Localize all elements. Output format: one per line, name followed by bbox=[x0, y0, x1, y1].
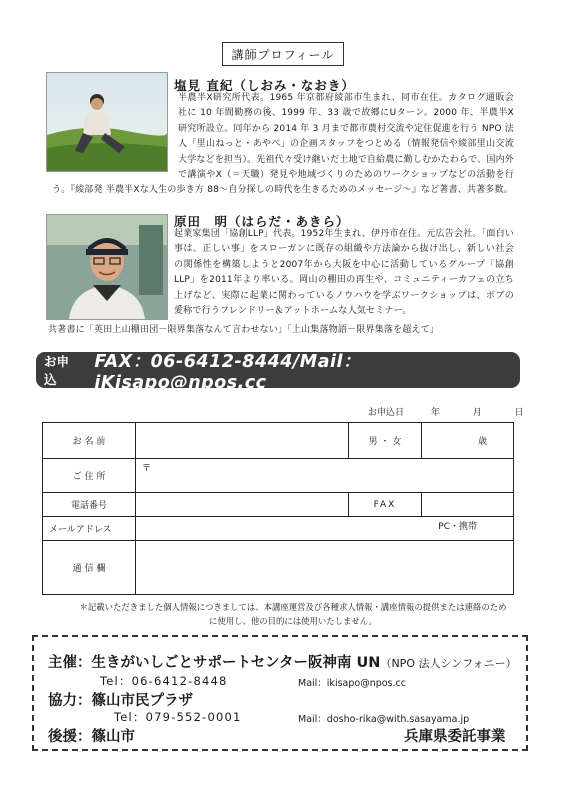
fax-label: FAX bbox=[349, 493, 422, 517]
age-field[interactable] bbox=[422, 423, 514, 459]
lecturer1-bio bbox=[52, 91, 514, 199]
phone-field[interactable] bbox=[136, 493, 349, 517]
coop-label: 協力： bbox=[48, 693, 92, 709]
date-year: 年 bbox=[430, 408, 440, 418]
name-label: お 名 前 bbox=[43, 423, 136, 459]
email-field[interactable] bbox=[136, 517, 514, 541]
support-line bbox=[48, 725, 135, 746]
host-sub: （NPO 法人シンフォニー） bbox=[380, 657, 517, 670]
coop-name: 篠山市民プラザ bbox=[91, 693, 193, 709]
application-label: お申込 bbox=[44, 354, 70, 387]
message-field[interactable] bbox=[136, 541, 514, 595]
privacy-note: ＊記載いただきました個人情報につきましては、本講座運営及び各種求人情報・講座情報の提供または連絡のために使用し、他の目的には使用いたしません。 bbox=[79, 602, 507, 626]
host-mail: Mail：ikisapo@npos.cc bbox=[298, 678, 406, 689]
message-label: 通 信 欄 bbox=[43, 541, 136, 595]
application-date bbox=[368, 405, 524, 418]
coop-line bbox=[48, 689, 193, 710]
email-label: メールアドレス bbox=[43, 517, 136, 541]
profile-title: 講師プロフィール bbox=[222, 42, 344, 66]
gender-select[interactable]: 男 ・ 女 bbox=[349, 423, 422, 459]
lecturer2-photo bbox=[46, 214, 168, 320]
name-field[interactable] bbox=[136, 423, 349, 459]
phone-label: 電話番号 bbox=[43, 493, 136, 517]
address-field[interactable] bbox=[136, 459, 514, 493]
lecturer2-bio: 起業家集団「協創LLP」代表。1952年生まれ、伊丹市在住。元広告会社。「面白い事は、正しい事」をスローガンに既存の組織や方法論から抜け出し、新しい社会の関係性を構築しようと2007年から大阪を中心に活動しているグループ「協創LLP」を2011年より率いる。岡山の棚田の再生や、コミュニティーカフェの立ち上げなど、実際に起業に関わっているノウハウを学ぶワークショップは、ボブの愛称で行うフレンドリー＆アットホームな人気セミナー。 bbox=[174, 229, 514, 317]
application-banner bbox=[36, 351, 520, 393]
date-day: 日 bbox=[514, 408, 524, 418]
support-name: 篠山市 bbox=[91, 729, 135, 745]
pc-mobile-label: PC・携帯 bbox=[438, 522, 477, 532]
postal-mark: 〒 bbox=[142, 464, 152, 474]
date-month: 月 bbox=[472, 408, 482, 418]
lecturer1-bio-text: 半農半X研究所代表。1965 年京都府綾部市生まれ、同市在住。カタログ通販会社に 10 年間勤務の後、1999 年、33 歳で故郷にUターン。2000 年、半農半X研究所設立。同年から 2014 年 3 月まで都市農村交流や定住促進を行う NPO 法人「里山ねっと・あやべ」の企画スタッフをつとめる（情報発信や綾部里山交流大学などを担当）。先祖代々受け継いだ土地で自給農に勤しむかたわらで、国内外で講演やX（＝天職）発見や地域づくりのためのワークショップなどの活動を行う。『綾部発 半農半Xな人生の歩き方 88〜自分探しの時代を生きるためのメッセージ〜』など著書、共著多数。 bbox=[52, 93, 514, 196]
host-tel: Tel：06-6412-8448 bbox=[100, 674, 228, 688]
lecturer1-name: 塩見 直紀（しおみ・なおき） bbox=[174, 78, 355, 93]
support-label: 後援： bbox=[48, 729, 92, 745]
lecturer2-coauthor: 共著書に「英田上山棚田団－限界集落なんて言わせない」「上山集落物語－限界集落を超えて」 bbox=[48, 325, 440, 335]
age-unit: 歳 bbox=[477, 437, 487, 447]
coop-mail: Mail：dosho-rika@with.sasayama.jp bbox=[298, 714, 470, 725]
lecturer2-name: 原田 明（はらだ・あきら） bbox=[174, 214, 350, 229]
address-label: ご 住 所 bbox=[43, 459, 136, 493]
host-line bbox=[48, 651, 517, 672]
host-name: 生きがいしごとサポートセンター阪神南 UN bbox=[91, 655, 381, 671]
application-form bbox=[42, 422, 514, 595]
host-label: 主催： bbox=[48, 655, 92, 671]
coop-tel: Tel：079-552-0001 bbox=[114, 710, 242, 724]
commission-label: 兵庫県委託事業 bbox=[404, 729, 506, 745]
fax-field[interactable] bbox=[422, 493, 514, 517]
date-label: お申込日 bbox=[368, 408, 405, 418]
application-contact: FAX：06-6412-8444/Mail：iKisapo@npos.cc bbox=[94, 351, 362, 393]
